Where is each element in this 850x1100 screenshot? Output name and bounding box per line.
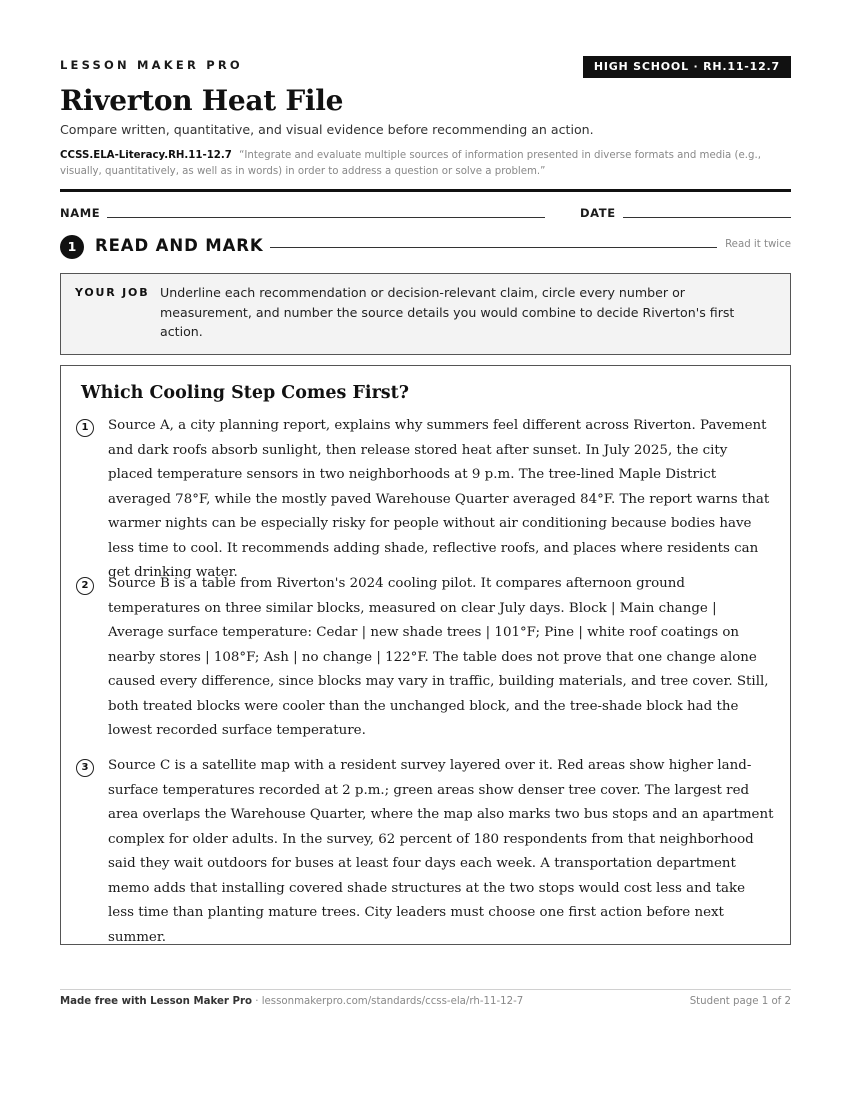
paragraph-number-3: 3: [76, 759, 94, 777]
footer-separator: ·: [251, 996, 262, 1007]
grade-standard-badge: HIGH SCHOOL · RH.11-12.7: [583, 56, 791, 78]
paragraph-number-1: 1: [76, 419, 94, 437]
paragraph-2: Source B is a table from Riverton's 2024 cooling pilot. It compares afternoon ground temperatures on three similar blocks, measured on clear July days. Block | Main change | Average surface temperature: Cedar | new shade trees | 101°F; Pine | white roof coatings on nearby stores | 108°F; Ash | no change | 122°F. The table does not prove that one change alone caused every difference, since blocks may vary in traffic, building materials, and tree cover. Still, both treated blocks were cooler than the unchanged block, and the tree-shade block had the lowest recorded surface temperature.: [108, 576, 769, 738]
date-field[interactable]: [623, 217, 791, 218]
top-bar: [60, 56, 791, 78]
page-subtitle: Compare written, quantitative, and visual evidence before recommending an action.: [60, 122, 594, 137]
paragraph-number-2: 2: [76, 577, 94, 595]
instructions-text: Underline each recommendation or decision-relevant claim, circle every number or measurement, and number the source details you would combine to decide Riverton's first action.: [160, 285, 735, 339]
passage-title: Which Cooling Step Comes First?: [81, 383, 409, 403]
instructions-box: [60, 273, 791, 355]
paragraph-3: Source C is a satellite map with a resident survey layered over it. Red areas show higher land-surface temperatures recorded at 2 p.m.; green areas show denser tree cover. The largest red area overlaps the Warehouse Quarter, where the map also marks two bus stops and an apartment complex for older adults. In the survey, 62 percent of 180 respondents from that neighborhood said they wait outdoors for buses at least four days each week. A transportation department memo adds that installing covered shade structures at the two stops would cost less and take less time than planting mature trees. City leaders must choose one first action before next summer.: [108, 758, 774, 945]
name-label: NAME: [60, 206, 101, 220]
reading-passage: [60, 365, 791, 945]
standard-code: CCSS.ELA-Literacy.RH.11-12.7: [60, 150, 232, 161]
page-number: Student page 1 of 2: [689, 996, 791, 1007]
paragraph-1: Source A, a city planning report, explains why summers feel different across Riverton. Pavement and dark roofs absorb sunlight, then release stored heat after sunset. In July 2025, the city placed temperature sensors in two neighborhoods at 9 p.m. The tree-lined Maple District averaged 78°F, while the mostly paved Warehouse Quarter averaged 84°F. The report warns that warmer nights can be especially risky for people without air conditioning because bodies have less time to cool. It recommends adding shade, reflective roofs, and places where residents can get drinking water.: [108, 418, 770, 580]
section-number-badge: 1: [60, 235, 84, 259]
section-divider: [270, 247, 717, 248]
section-title: READ AND MARK: [95, 236, 264, 255]
header-divider: [60, 189, 791, 192]
footer-credit: Made free with Lesson Maker Pro: [60, 996, 252, 1007]
standard-text: “Integrate and evaluate multiple sources of information presented in diverse formats and media (e.g., visually, quantitatively, as well as in words) in order to address a question or solve a problem.”: [60, 150, 761, 177]
section-note: Read it twice: [725, 239, 791, 250]
section-header: [60, 235, 791, 259]
footer-divider: [60, 989, 791, 990]
standard-description: [60, 148, 791, 179]
date-label: DATE: [580, 206, 616, 220]
page-title: Riverton Heat File: [60, 84, 344, 117]
brand-name: LESSON MAKER PRO: [60, 58, 243, 72]
page-footer: [60, 996, 791, 1007]
footer-url[interactable]: lessonmakerpro.com/standards/ccss-ela/rh-11-12-7: [261, 996, 524, 1007]
instructions-label: YOUR JOB: [75, 286, 150, 299]
name-date-row: [60, 206, 791, 222]
name-field[interactable]: [107, 217, 545, 218]
